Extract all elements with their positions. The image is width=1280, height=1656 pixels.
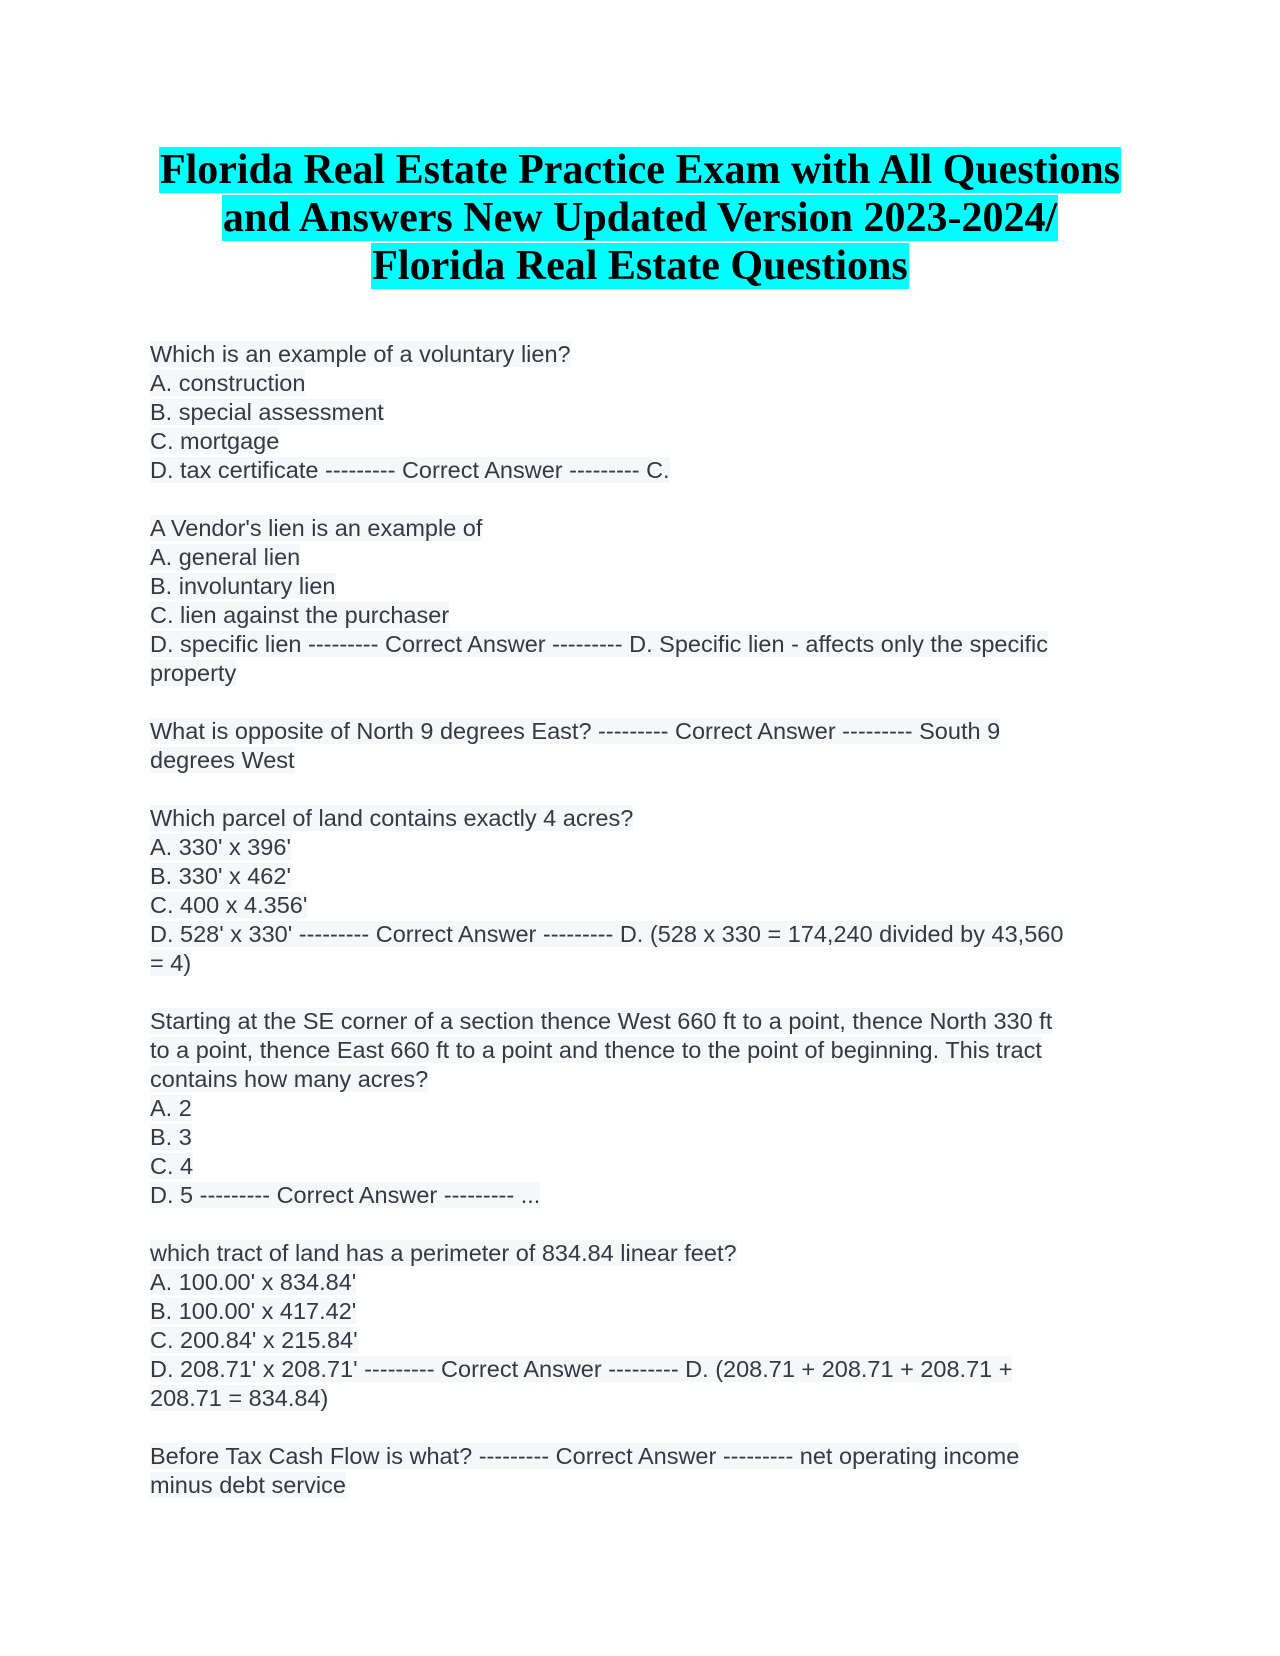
text-line: Starting at the SE corner of a section thence West 660 ft to a point, thence North 330 ft bbox=[150, 1008, 1053, 1034]
text-line: property bbox=[150, 660, 237, 686]
text-line: B. involuntary lien bbox=[150, 573, 336, 599]
text-line: D. 5 --------- Correct Answer --------- ... bbox=[150, 1182, 541, 1208]
text-line: Which is an example of a voluntary lien? bbox=[150, 341, 571, 367]
text-line: A. 2 bbox=[150, 1095, 192, 1121]
text-line: A. 100.00' x 834.84' bbox=[150, 1269, 357, 1295]
text-line: minus debt service bbox=[150, 1472, 346, 1498]
text-line: Before Tax Cash Flow is what? --------- Correct Answer --------- net operating income bbox=[150, 1443, 1020, 1469]
text-line: A. construction bbox=[150, 370, 306, 396]
text-line: to a point, thence East 660 ft to a point and thence to the point of beginning. This tract bbox=[150, 1037, 1042, 1063]
text-line: D. tax certificate --------- Correct Answer --------- C. bbox=[150, 457, 670, 483]
question-block-se-corner bbox=[150, 1007, 1140, 1210]
text-line: C. mortgage bbox=[150, 428, 280, 454]
question-block-perimeter bbox=[150, 1239, 1140, 1413]
text-line: A. 330' x 396' bbox=[150, 834, 291, 860]
question-block-bearing bbox=[150, 717, 1140, 775]
title-line-3: Florida Real Estate Questions bbox=[372, 243, 908, 289]
text-line: C. 400 x 4.356' bbox=[150, 892, 308, 918]
text-line: Which parcel of land contains exactly 4 acres? bbox=[150, 805, 634, 831]
text-line: C. lien against the purchaser bbox=[150, 602, 450, 628]
text-line: A Vendor's lien is an example of bbox=[150, 515, 483, 541]
page-title bbox=[0, 146, 1280, 290]
questions-list bbox=[150, 340, 1140, 1529]
title-line-2: and Answers New Updated Version 2023-2024/ bbox=[222, 195, 1058, 241]
text-line: What is opposite of North 9 degrees East? --------- Correct Answer --------- South 9 bbox=[150, 718, 1001, 744]
title-line-1: Florida Real Estate Practice Exam with All Questions bbox=[159, 147, 1121, 193]
text-line: C. 4 bbox=[150, 1153, 194, 1179]
text-line: degrees West bbox=[150, 747, 295, 773]
text-line: 208.71 = 834.84) bbox=[150, 1385, 329, 1411]
question-block-cash-flow bbox=[150, 1442, 1140, 1500]
text-line: B. 330' x 462' bbox=[150, 863, 291, 889]
question-block-four-acres bbox=[150, 804, 1140, 978]
text-line: B. 100.00' x 417.42' bbox=[150, 1298, 357, 1324]
text-line: B. special assessment bbox=[150, 399, 384, 425]
question-block-vendors-lien bbox=[150, 514, 1140, 688]
text-line: contains how many acres? bbox=[150, 1066, 429, 1092]
text-line: A. general lien bbox=[150, 544, 301, 570]
text-line: B. 3 bbox=[150, 1124, 192, 1150]
text-line: D. specific lien --------- Correct Answer --------- D. Specific lien - affects only the specific bbox=[150, 631, 1048, 657]
text-line: D. 208.71' x 208.71' --------- Correct Answer --------- D. (208.71 + 208.71 + 208.71 + bbox=[150, 1356, 1013, 1382]
text-line: D. 528' x 330' --------- Correct Answer --------- D. (528 x 330 = 174,240 divided by 43,560 bbox=[150, 921, 1064, 947]
question-block-voluntary-lien bbox=[150, 340, 1140, 485]
text-line: = 4) bbox=[150, 950, 192, 976]
text-line: which tract of land has a perimeter of 834.84 linear feet? bbox=[150, 1240, 737, 1266]
text-line: C. 200.84' x 215.84' bbox=[150, 1327, 358, 1353]
